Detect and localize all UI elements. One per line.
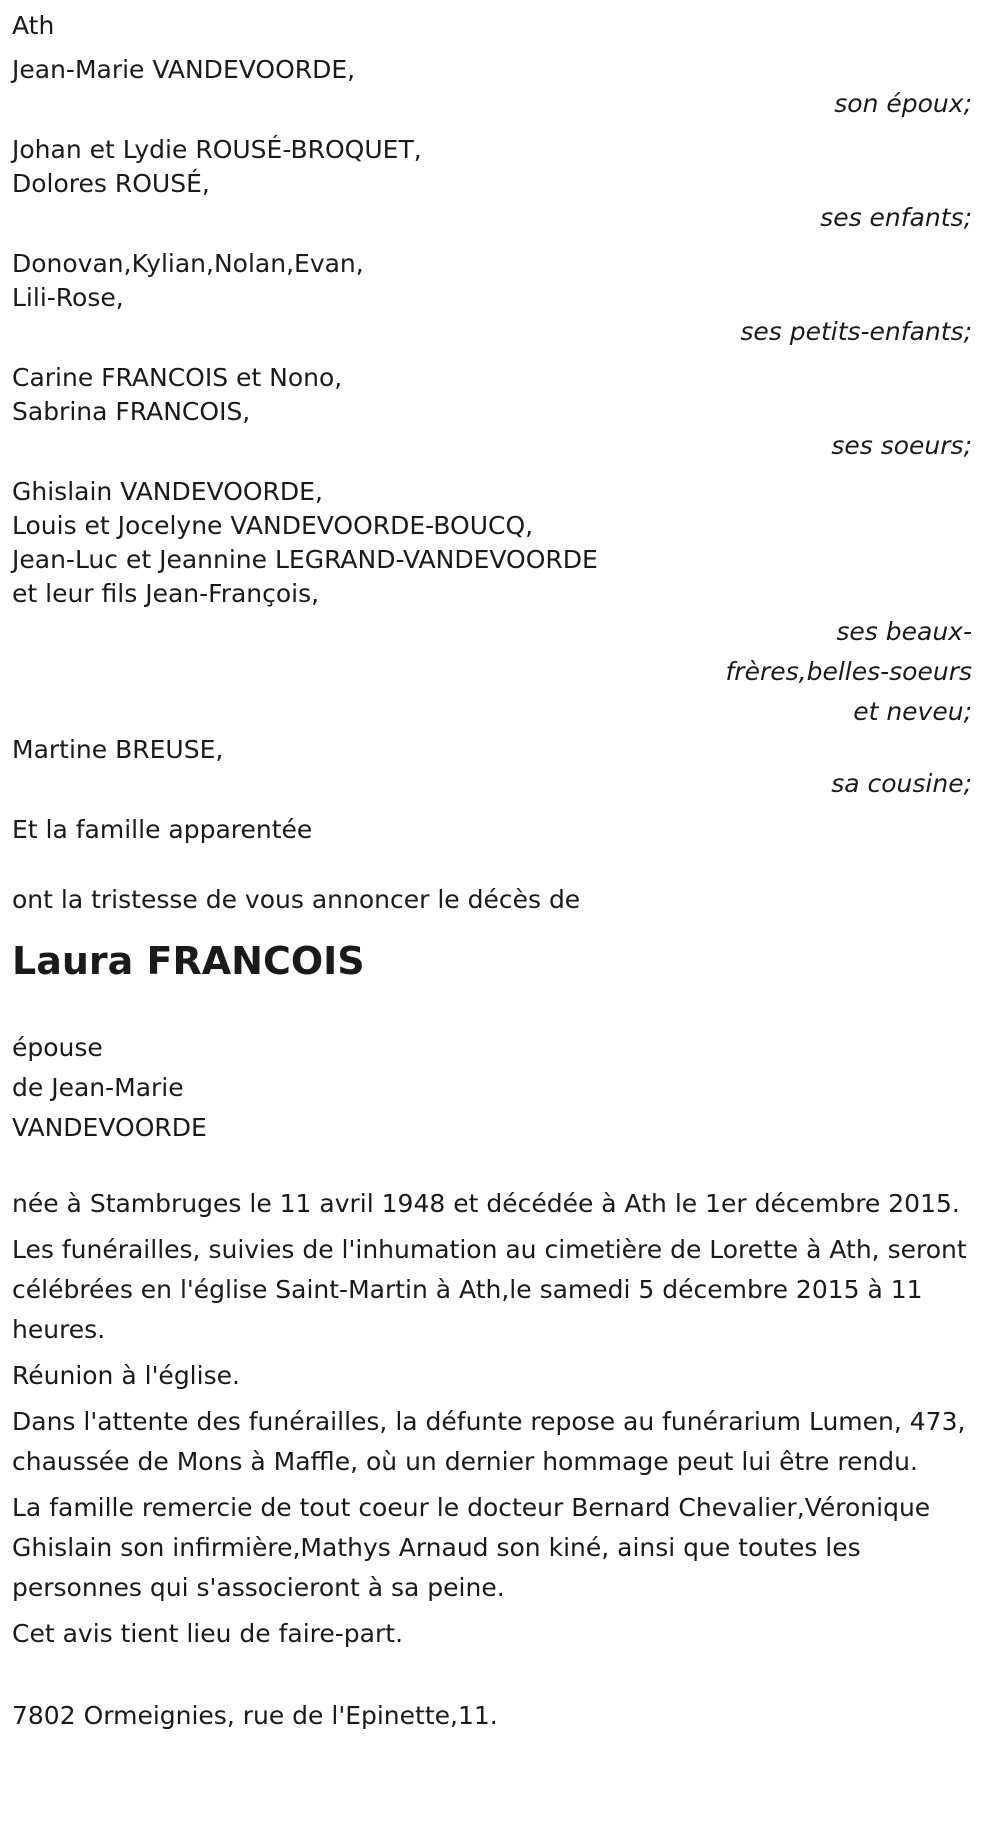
repose-paragraph: Dans l'attente des funérailles, la défunte repose au funérarium Lumen, 473, chaussée de Mons à Maffle, où un dernier hommage peut lui être rendu. [12, 1407, 966, 1476]
family-name-line: Carine FRANCOIS et Nono, [12, 363, 343, 392]
family-group-cousin [12, 730, 988, 804]
spouse-line: VANDEVOORDE [12, 1113, 207, 1142]
meeting-paragraph: Réunion à l'église. [12, 1361, 240, 1390]
funeral-paragraph: Les funérailles, suivies de l'inhumation au cimetière de Lorette à Ath, seront célébrées en l'église Saint-Martin à Ath,le samedi 5 décembre 2015 à 11 heures. [12, 1235, 967, 1344]
family-relation: son époux; [834, 89, 972, 118]
family-group-in-laws [12, 472, 988, 732]
family-name-line: Dolores ROUSÉ, [12, 169, 210, 198]
family-name-line: Donovan,Kylian,Nolan,Evan, [12, 249, 364, 278]
family-name-line: Louis et Jocelyne VANDEVOORDE-BOUCQ, [12, 511, 534, 540]
city-header: Ath [12, 11, 55, 40]
family-name-line: Jean-Marie VANDEVOORDE, [12, 55, 356, 84]
family-relation: ses enfants; [820, 203, 972, 232]
family-name-line: Johan et Lydie ROUSÉ-BROQUET, [12, 135, 422, 164]
family-relation: frères,belles-soeurs [725, 657, 972, 686]
extended-family: Et la famille apparentée [12, 815, 313, 844]
family-name-line: Sabrina FRANCOIS, [12, 397, 251, 426]
birth-death-paragraph: née à Stambruges le 11 avril 1948 et décédée à Ath le 1er décembre 2015. [12, 1189, 960, 1218]
family-name-line: et leur fils Jean-François, [12, 579, 320, 608]
thanks-paragraph: La famille remercie de tout coeur le docteur Bernard Chevalier,Véronique Ghislain son infirmière,Mathys Arnaud son kiné, ainsi que toutes les personnes qui s'associeront à sa peine. [12, 1493, 931, 1602]
spouse-line: de Jean-Marie [12, 1073, 184, 1102]
family-group-sisters [12, 358, 988, 466]
family-group-spouse [12, 50, 988, 124]
address-line: 7802 Ormeignies, rue de l'Epinette,11. [12, 1701, 498, 1730]
family-name-line: Jean-Luc et Jeannine LEGRAND-VANDEVOORDE [12, 545, 598, 574]
family-name-line: Ghislain VANDEVOORDE, [12, 477, 323, 506]
family-group-grandchildren [12, 244, 988, 352]
family-relation: ses beaux- [836, 617, 972, 646]
family-name-line: Lili-Rose, [12, 283, 124, 312]
announcement-text: ont la tristesse de vous annoncer le décès de [12, 885, 581, 914]
spouse-line: épouse [12, 1033, 103, 1062]
family-name-line: Martine BREUSE, [12, 735, 224, 764]
family-relation: ses petits-enfants; [740, 317, 972, 346]
notice-paragraph: Cet avis tient lieu de faire-part. [12, 1619, 404, 1648]
family-relation: et neveu; [853, 697, 972, 726]
family-relation: sa cousine; [831, 769, 972, 798]
deceased-name: Laura FRANCOIS [12, 939, 365, 983]
family-relation: ses soeurs; [831, 431, 972, 460]
family-group-children [12, 130, 988, 238]
